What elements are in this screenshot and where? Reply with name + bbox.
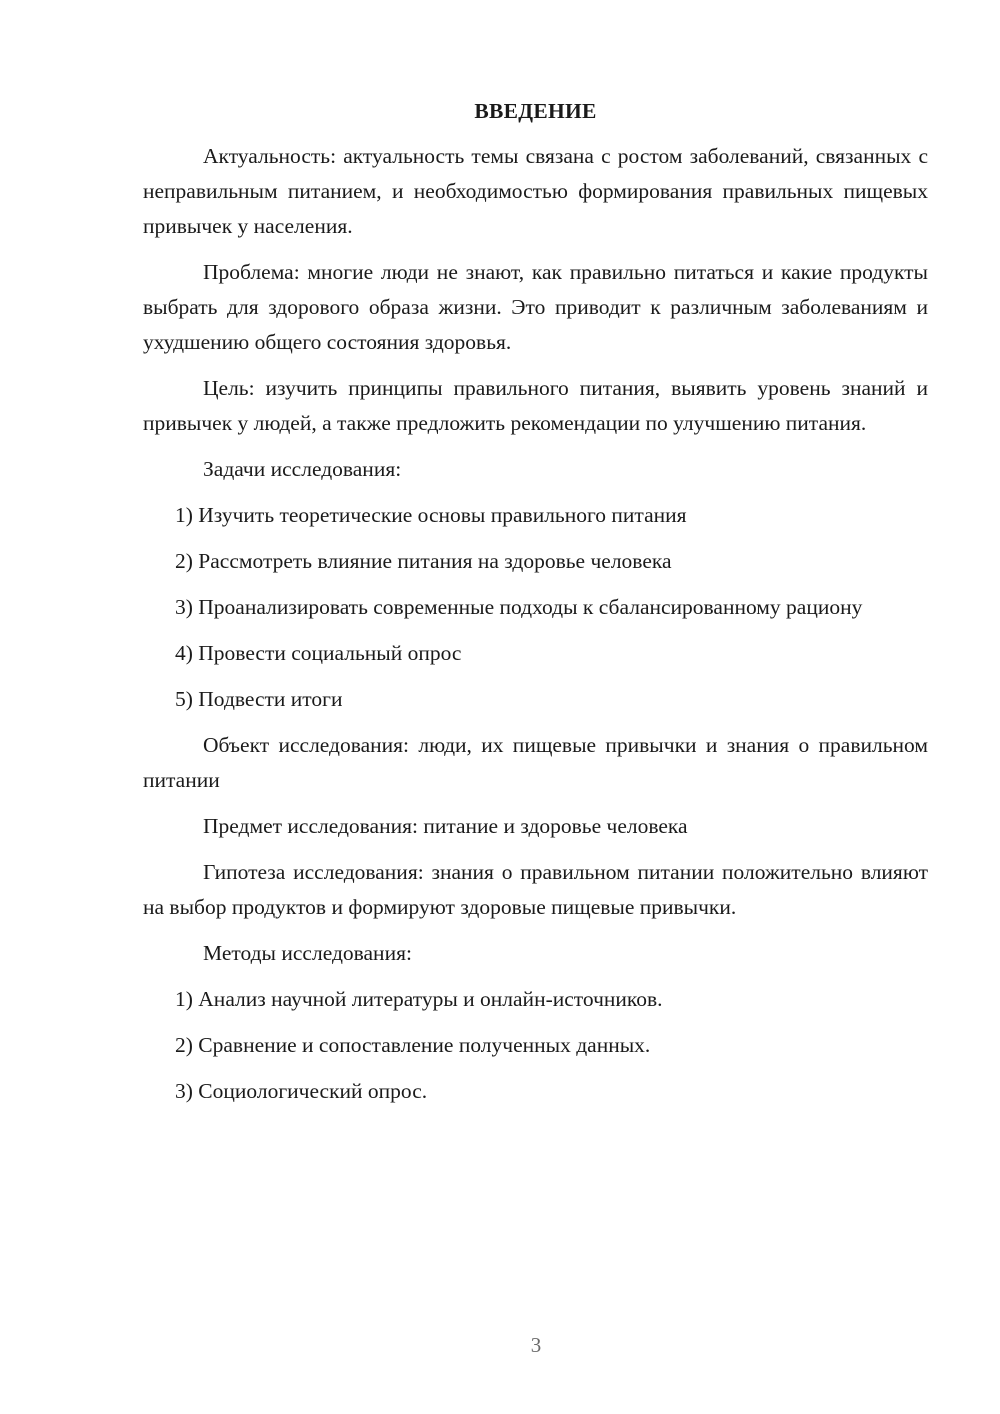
task-item: 3) Проанализировать современные подходы к сбалансированному рациону — [175, 595, 863, 619]
problem-paragraph: Проблема: многие люди не знают, как правильно питаться и какие продукты выбрать для здорового образа жизни. Это приводит к различным заболеваниям и ухудшению общего состояния здоровья. — [143, 260, 928, 354]
relevance-paragraph: Актуальность: актуальность темы связана с ростом заболеваний, связанных с неправильным питанием, и необходимостью формирования правильных пищевых привычек у населения. — [143, 144, 928, 238]
methods-heading: Методы исследования: — [203, 941, 412, 965]
task-item: 2) Рассмотреть влияние питания на здоровье человека — [175, 549, 672, 573]
hypothesis-paragraph: Гипотеза исследования: знания о правильном питании положительно влияют на выбор продуктов и формируют здоровые пищевые привычки. — [143, 860, 928, 919]
goal-paragraph: Цель: изучить принципы правильного питания, выявить уровень знаний и привычек у людей, а также предложить рекомендации по улучшению питания. — [143, 376, 928, 435]
method-item: 1) Анализ научной литературы и онлайн-источников. — [175, 987, 663, 1011]
method-item: 2) Сравнение и сопоставление полученных данных. — [175, 1033, 651, 1057]
method-item: 3) Социологический опрос. — [175, 1079, 428, 1103]
task-item: 4) Провести социальный опрос — [175, 641, 462, 665]
task-item: 5) Подвести итоги — [175, 687, 343, 711]
task-item: 1) Изучить теоретические основы правильного питания — [175, 503, 687, 527]
section-title: ВВЕДЕНИЕ — [474, 99, 597, 123]
tasks-heading: Задачи исследования: — [203, 457, 402, 481]
page-number: 3 — [530, 1333, 542, 1357]
subject-paragraph: Предмет исследования: питание и здоровье человека — [203, 814, 688, 838]
object-paragraph: Объект исследования: люди, их пищевые привычки и знания о правильном питании — [143, 733, 928, 792]
document-body — [143, 94, 928, 1120]
